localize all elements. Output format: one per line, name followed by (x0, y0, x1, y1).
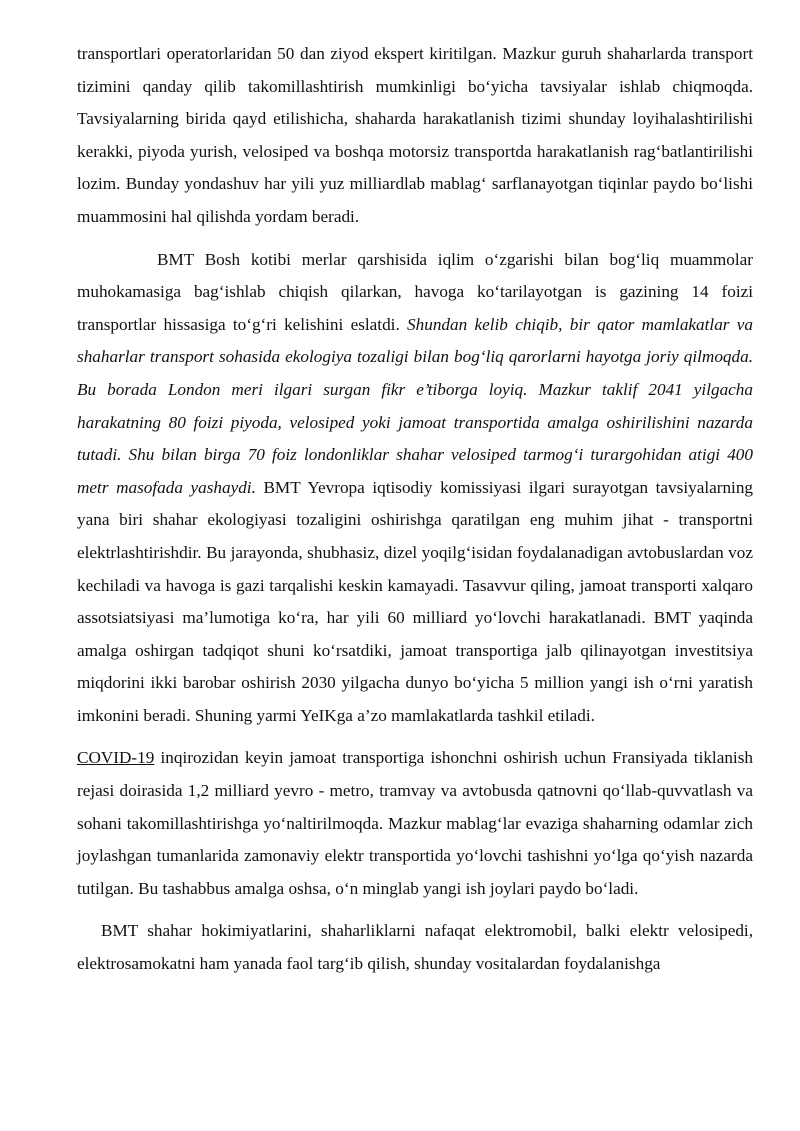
paragraph-2-italic-text: Shundan kelib chiqib, bir qator mamlakatlar va shaharlar transport sohasida ekologiya tozaligi bilan bog‘liq qarorlarni hayotga joriy qilmoqda. Bu borada London meri ilgari surgan fikr e’tiborga loyiq. Mazkur taklif 2041 yilgacha harakatning 80 foizi piyoda, velosiped yoki jamoat transportida amalga oshirilishini nazarda tutadi. Shu bilan birga 70 foiz londonliklar shahar velosiped tarmog‘i turargohidan atigi 400 metr masofada yashaydi. (77, 314, 754, 497)
document-page (77, 38, 753, 981)
paragraph-2-text-a: BMT Bosh kotibi merlar qarshisida iqlim o‘zgarishi bilan bog‘liq muammolar muhokamasiga bag‘ishlab chiqish qilarkan, havoga ko‘tarilayotgan is gazining 14 foizi transportlar hissasiga to‘g‘ri kelishini eslatdi. (77, 249, 753, 334)
paragraph-3 (77, 742, 753, 905)
covid-19-link[interactable]: COVID-19 (77, 748, 155, 768)
paragraph-1: transportlari operatorlaridan 50 dan ziyod ekspert kiritilgan. Mazkur guruh shaharlarda transport tizimini qanday qilib takomillashtirish mumkinligi bo‘yicha tavsiyalar ishlab chiqmoqda. Tavsiyalarning birida qayd etilishicha, shaharda harakatlanish tizimi shunday loyihalashtirilishi kerakki, piyoda yurish, velosiped va boshqa motorsiz transportda harakatlanish rag‘batlantirilishi lozim. Bunday yondashuv har yili yuz milliardlab mablag‘ sarflanayotgan tiqinlar paydo bo‘lishi muammosini hal qilishda yordam beradi. (77, 44, 753, 226)
paragraph-4: BMT shahar hokimiyatlarini, shaharliklarni nafaqat elektromobil, balki elektr velosipedi, elektrosamokatni ham yanada faol targ‘ib qilish, shunday vositalardan foydalanishga (77, 921, 753, 974)
paragraph-2 (77, 244, 753, 733)
paragraph-3-text: inqirozidan keyin jamoat transportiga ishonchni oshirish uchun Fransiyada tiklanish rejasi doirasida 1,2 milliard yevro - metro, tramvay va avtobusda qatnovni qo‘llab-quvvatlash va sohani takomillashtirishga yo‘naltirilmoqda. Mazkur mablag‘lar evaziga shaharning odamlar zich joylashgan tumanlarida zamonaviy elektr transportida yo‘lovchi tashishni yo‘lga qo‘yish nazarda tutilgan. Bu tashabbus amalga oshsa, o‘n minglab yangi ish joylari paydo bo‘ladi. (77, 748, 753, 898)
paragraph-2-text-b: BMT Yevropa iqtisodiy komissiyasi ilgari surayotgan tavsiyalarning yana biri shahar ekologiyasi tozaligini oshirishga qaratilgan eng muhim jihat - transportni elektrlashtirishdir. Bu jarayonda, shubhasiz, dizel yoqilg‘isidan foydalanadigan avtobuslardan voz kechiladi va havoga is gazi tarqalishi keskin kamayadi. Tasavvur qiling, jamoat transporti xalqaro assotsiatsiyasi ma’lumotiga ko‘ra, har yili 60 milliard yo‘lovchi harakatlanadi. BMT yaqinda amalga oshirgan tadqiqot shuni ko‘rsatdiki, jamoat transportiga jalb qilinayotgan investitsiya miqdorini ikki barobar oshirish 2030 yilgacha dunyo bo‘yicha 5 million yangi ish o‘rni yaratish imkonini beradi. Shuning yarmi YeIKga a’zo mamlakatlarda tashkil etiladi. (77, 477, 754, 725)
